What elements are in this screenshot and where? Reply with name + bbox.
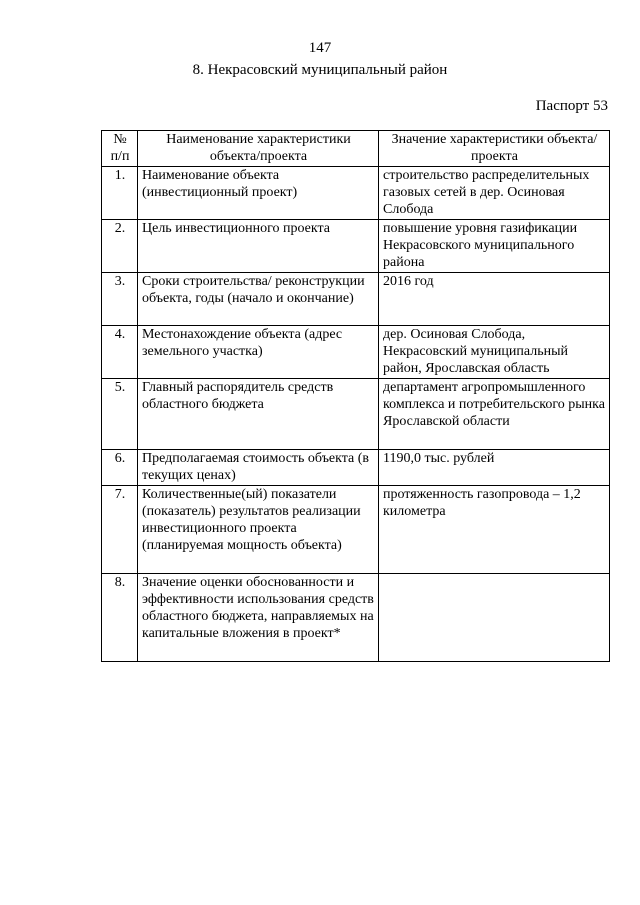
row-num: 1. — [102, 167, 138, 220]
row-value: 2016 год — [379, 273, 610, 326]
row-num: 6. — [102, 450, 138, 486]
row-num: 5. — [102, 379, 138, 450]
table-row — [102, 326, 610, 379]
header-num: № п/п — [102, 131, 138, 167]
row-name: Значение оценки обоснованности и эффективности использования средств областного бюджета, направляемых на капитальные вложения в проект* — [138, 574, 379, 662]
row-num: 4. — [102, 326, 138, 379]
row-num: 8. — [102, 574, 138, 662]
table-row — [102, 379, 610, 450]
row-name: Наименование объекта (инвестиционный проект) — [138, 167, 379, 220]
row-value: департамент агропромышленного комплекса и потребительского рынка Ярославской области — [379, 379, 610, 450]
row-value — [379, 574, 610, 662]
passport-label: Паспорт 53 — [535, 98, 608, 114]
row-name: Местонахождение объекта (адрес земельного участка) — [138, 326, 379, 379]
table-row — [102, 486, 610, 574]
table-header-row — [102, 131, 610, 167]
table-row — [102, 167, 610, 220]
header-name: Наименование характеристики объекта/проекта — [138, 131, 379, 167]
section-title: 8. Некрасовский муниципальный район — [192, 62, 448, 78]
row-value: строительство распределительных газовых сетей в дер. Осиновая Слобода — [379, 167, 610, 220]
row-name: Количественные(ый) показатели (показатель) результатов реализации инвестиционного проекта (планируемая мощность объекта) — [138, 486, 379, 574]
row-value: дер. Осиновая Слобода, Некрасовский муниципальный район, Ярославская область — [379, 326, 610, 379]
row-value: повышение уровня газификации Некрасовского муниципального района — [379, 220, 610, 273]
table-row — [102, 220, 610, 273]
row-name: Сроки строительства/ реконструкции объекта, годы (начало и окончание) — [138, 273, 379, 326]
table-row — [102, 450, 610, 486]
row-name: Главный распорядитель средств областного бюджета — [138, 379, 379, 450]
table-row — [102, 574, 610, 662]
row-name: Цель инвестиционного проекта — [138, 220, 379, 273]
page-number: 147 — [308, 40, 332, 56]
table-row — [102, 273, 610, 326]
row-name: Предполагаемая стоимость объекта (в текущих ценах) — [138, 450, 379, 486]
row-num: 3. — [102, 273, 138, 326]
passport-table — [101, 130, 610, 662]
row-num: 2. — [102, 220, 138, 273]
header-value: Значение характеристики объекта/проекта — [379, 131, 610, 167]
row-value: протяженность газопровода – 1,2 километра — [379, 486, 610, 574]
row-num: 7. — [102, 486, 138, 574]
row-value: 1190,0 тыс. рублей — [379, 450, 610, 486]
